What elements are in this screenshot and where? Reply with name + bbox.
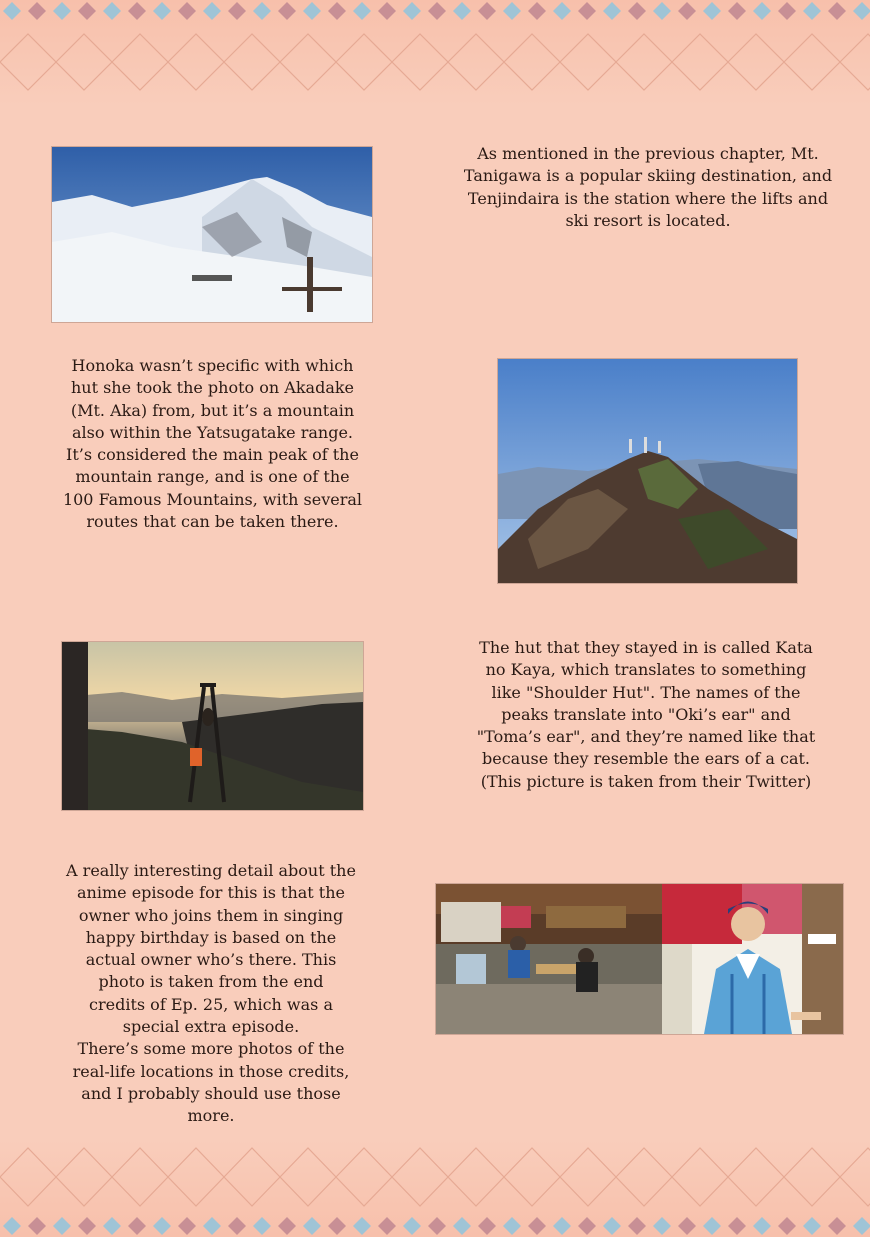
akadake-summit-photo	[497, 358, 798, 584]
tanigawa-ski-resort-photo	[51, 146, 373, 323]
akadake-description: Honoka wasn’t specific with which hut she took the photo on Akadake (Mt. Aka) from, but it’s a mountain also within the Yatsugatake range. It’s considered the main peak of the mountain range, and is one of the 100 Famous Mountains, with several routes that can be taken there.	[62, 356, 363, 532]
kata-no-kaya-description: The hut that they stayed in is called Kata no Kaya, which translates to something like "Shoulder Hut". The names of the peaks translate into "Oki’s ear" and "Toma’s ear", and they’re named like that because they resemble the ears of a cat. (This picture is taken from their Twitter)	[476, 638, 816, 791]
bottom-decorative-border	[0, 1140, 870, 1237]
tanigawa-description: As mentioned in the previous chapter, Mt. Tanigawa is a popular skiing destination, and Tenjindaira is the station where the lifts and ski resort is located.	[463, 144, 833, 230]
hut-owner-comparison-photo	[435, 883, 844, 1035]
top-decorative-border	[0, 0, 870, 105]
kata-no-kaya-bell-photo	[61, 641, 364, 811]
hut-owner-description: A really interesting detail about the anime episode for this is that the owner who joins them in singing happy birthday is based on the actual owner who’s there. This photo is taken from the end credits of Ep. 25, which was a special extra episode. There’s some more photos of the real-life locations in those credits, and I probably should use those more.	[66, 861, 356, 1126]
